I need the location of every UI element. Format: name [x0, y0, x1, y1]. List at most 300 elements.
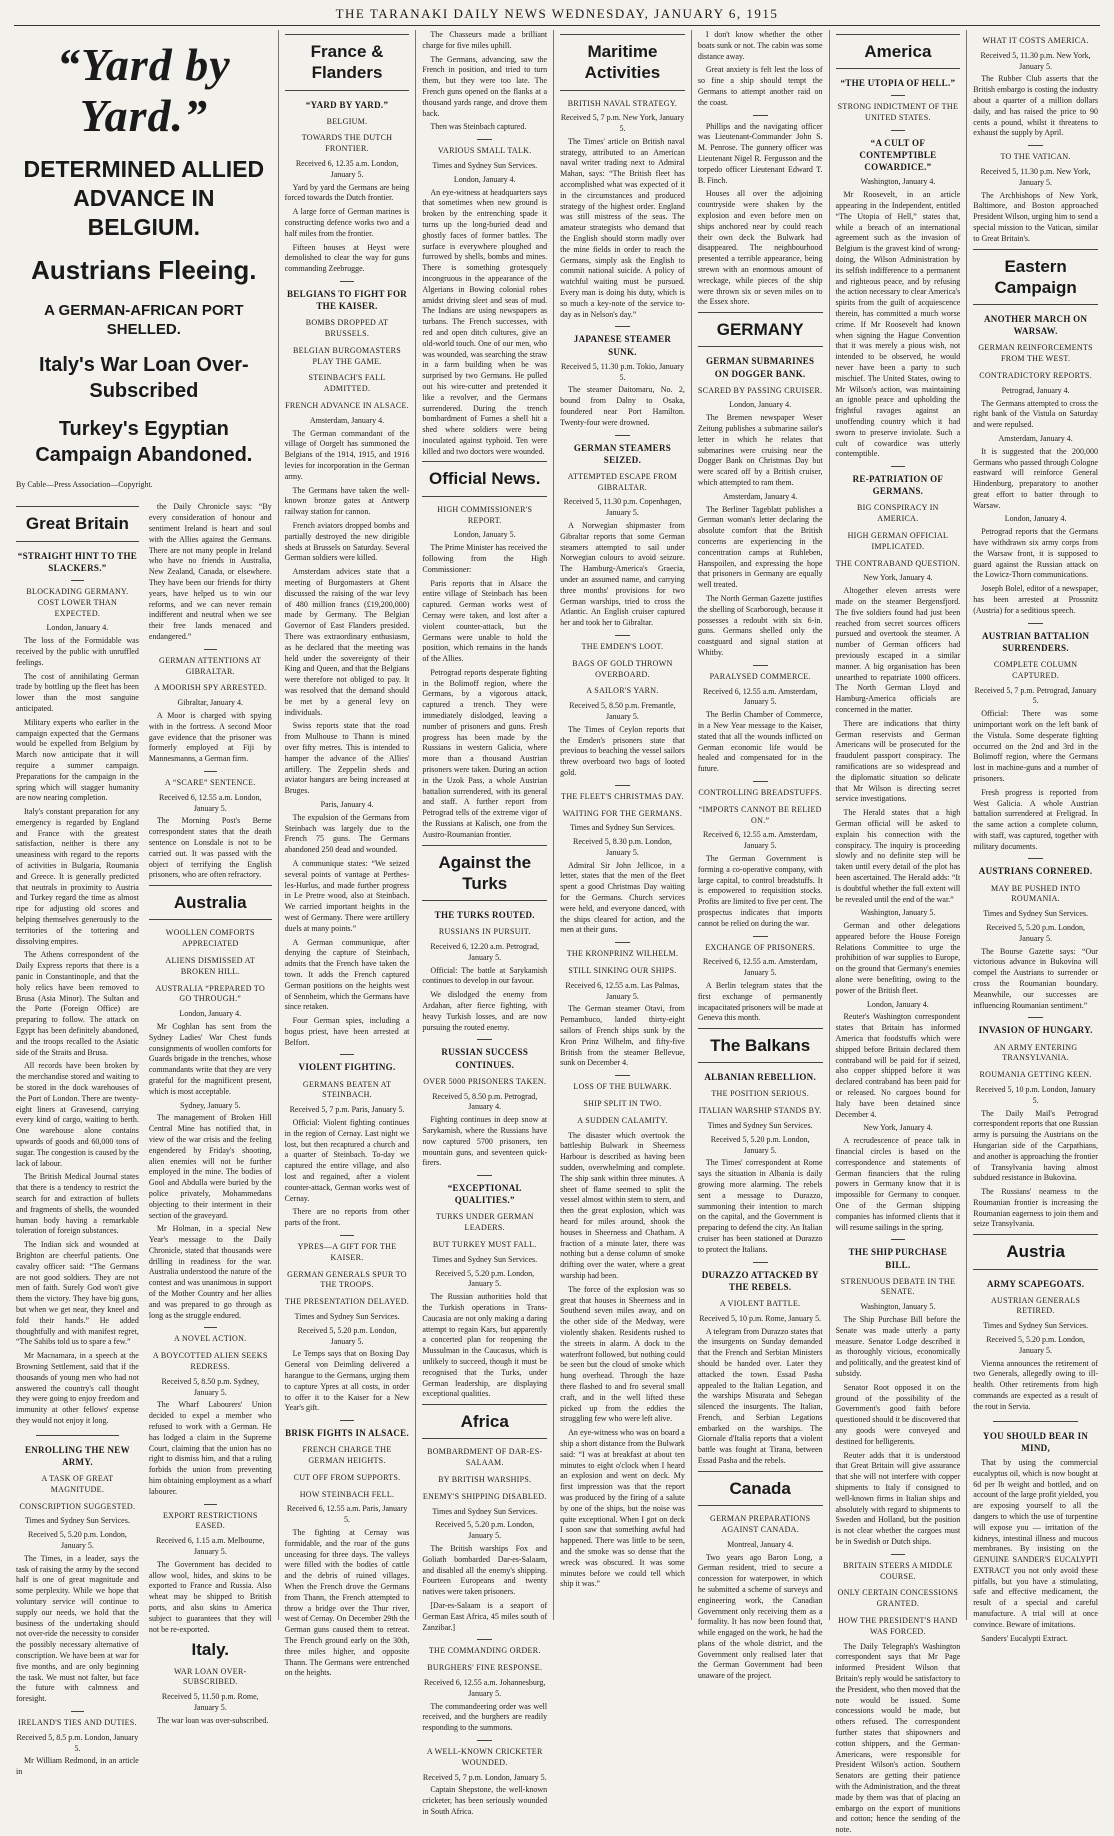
lead-column: [10, 30, 279, 1777]
article-subhead: BY BRITISH WARSHIPS.: [438, 1474, 532, 1484]
article-title: BRITISH NAVAL STRATEGY.: [567, 98, 678, 108]
paragraph: The Germans have taken the well-known bronze gates at Antwerp railway station for cannon.: [284, 485, 410, 517]
dateline: Received 6, 12.55 a.m. Amsterdam, January 5.: [702, 686, 818, 707]
paragraph: Official: The battle at Sarykamish continues to develop in our favour.: [422, 965, 548, 986]
dateline: Received 6, 12.55 a.m. London, January 5.: [159, 792, 262, 813]
divider: [1028, 145, 1043, 146]
article-title: THE FLEET'S CHRISTMAS DAY.: [561, 791, 684, 801]
paragraph: The German commandant of the village of Oorgelt has summoned the Belgians of the 1914, 1915, and 1916 levies for incorporation in the German army.: [284, 428, 410, 481]
article-title: GERMAN SUBMARINES ON DOGGER BANK.: [706, 356, 815, 379]
paragraph: Vienna announces the retirement of two Generals, allegedly owing to ill-health. Other retirements from high commands are expected as a result of the rout in Servia.: [973, 1358, 1098, 1411]
paragraph: The Berliner Tageblatt publishes a German woman's letter declaring the absolute comfort that the British concerns are experiencing in the concentration camps at Ruhleben, Hanspoilen, and expressing the hope that prisoners in Germany are equally well treated.: [697, 504, 823, 590]
credit-line: Times and Sydney Sun Services.: [983, 909, 1089, 919]
paragraph: The Chasseurs made a brilliant charge for five miles uphill.: [422, 30, 548, 50]
dateline: Received 5, 8.30 p.m. London, January 5.: [573, 837, 672, 857]
lead-headline-5: Turkey's Egyptian Campaign Abandoned.: [35, 417, 253, 466]
article-title: LOSS OF THE BULWARK.: [573, 1082, 672, 1092]
article-subhead: BAGS OF GOLD THROWN OVERBOARD.: [572, 658, 673, 679]
paragraph: Captain Shepstone, the well-known cricketer, has been seriously wounded in South Africa.: [422, 1785, 548, 1816]
divider: [36, 1435, 119, 1436]
article-title: WHAT IT COSTS AMERICA.: [982, 36, 1089, 45]
paragraph: The Times' correspondent at Rome says the situation in Albania is daily growing more alarming. The rebels sent a message to Durazzo, summoning their intention to march on the capital, and the Government is preparing to defend the city. An Italian cruiser has been stationed at Durazzo to protect the Italians.: [697, 1158, 823, 1254]
paragraph: The steamer Daitomaru, No. 2, bound from Dalny to Osaka, foundered near Port Hamilton. Twenty-four were drowned.: [560, 385, 685, 427]
divider: [71, 1711, 84, 1712]
dateline: Received 6, 12.55 a.m. Las Palmas, January 5.: [565, 980, 680, 1001]
article-subhead: THE POSITION SERIOUS.: [711, 1089, 809, 1099]
article-title: AUSTRIAN BATTALION SURRENDERS.: [981, 630, 1090, 653]
divider: [753, 665, 768, 666]
column-gibraltar-australia: [149, 502, 272, 1781]
advert-footer: Sanders' Eucalypti Extract.: [981, 1633, 1068, 1643]
paragraph: The Bourse Gazette says: “Our victorious advance in Bukovina will compel the Austrians to surrender or cross the Roumanian boundary. Meanwhile, our successes are influencing Roumanian sentiment.”: [973, 946, 1098, 1010]
paragraph: The Herald states that a high German official will be asked to explain his connection with the conspiracy. The inquiry is proceeding slowly and no definite step will be taken until every detail of the plot has been ascertained. The Herald adds: “It is doubtful whether the full extent will be revealed until the end of the war.”: [835, 808, 961, 904]
article-title: BELGIANS TO FIGHT FOR THE KAISER.: [286, 289, 408, 312]
divider: [891, 130, 906, 131]
article-title: A WELL-KNOWN CRICKETER WOUNDED.: [426, 1746, 543, 1767]
paragraph: the Daily Chronicle says: “By every consideration of honour and sentiment Ireland is heart and soul with the Allies against the Germans. There are not many people in Ireland who have no friends in Australia, New Zealand, Canada, or elsewhere. They have been our friends for thirty years, have helped us to win our reforms, and we can never remain indifferent and neutral when we see their free lands menaced and endangered.”: [148, 502, 272, 641]
article-title: BRITAIN STEERS A MIDDLE COURSE.: [843, 1560, 953, 1581]
article-title: “THE UTOPIA OF HELL.”: [840, 78, 956, 89]
paragraph: The disaster which overtook the battleship Bulwark in Sheerness Harbour is described as having been sudden, overwhelming and complete. The ship sank within three minutes. A sheet of flame seemed to split the vessel almost within stem to stern, and then the great explosion, which was heard for miles around, shook the houses in Sheerness and Chatham. A fraction of a minute later, there was nothing but a dense column of smoke drifting over the water, where a great warship had been.: [560, 1130, 685, 1280]
dateline: Received 5, 5.20 p.m. London, January 5.: [986, 923, 1086, 943]
paragraph: The Ship Purchase Bill before the Senate was made utterly a party measure. Senator Lodge described it as thoroughly vicious, economically and politically, and the greatest kind of subsidy.: [835, 1315, 961, 1379]
paragraph: The Berlin Chamber of Commerce, in a New Year message to the Kaiser, stated that all the wounds inflicted on German economic life would be healed and compensated for in the future.: [697, 710, 823, 774]
article-subhead: FRENCH CHARGE THE GERMAN HEIGHTS.: [302, 1445, 392, 1466]
lead-credit: By Cable—Press Association—Copyright.: [16, 479, 153, 489]
article-title: DURAZZO ATTACKED BY THE REBELS.: [701, 1269, 819, 1292]
dateline: Received 6, 12.55 a.m. Paris, January 5.: [286, 1504, 408, 1525]
dateline: Washington, January 5.: [860, 1302, 936, 1312]
dateline: Washington, January 4.: [860, 177, 936, 187]
section-heading-against-the-turks: Against the Turks: [422, 845, 547, 902]
paragraph: A communique states: “We seized several points of vantage at Perthes-les-Hurlus, and made further progress in Le Pretre wood, also at Steinbach. We carried important heights in the west of Germany. There were artillery duels at many points.”: [284, 858, 410, 933]
paragraph: A recrudescence of peace talk in financial circles is based on the correspondence and statements of German financiers that the ruling powers in Germany know that it is impossible for Germany to conquer. One of the German shipping companies has informed clients that it will resume sailings in the spring.: [835, 1136, 961, 1232]
article-subhead: GERMANS BEATEN AT STEINBACH.: [302, 1079, 392, 1100]
divider: [204, 1327, 217, 1328]
article-subhead: GERMAN REINFORCEMENTS FROM THE WEST.: [978, 343, 1093, 364]
paragraph: A Norwegian shipmaster from Gibraltar reports that some German steamers attempted to sail under Norwegian colours to avoid seizure. The Hamburg-America's Graecia, under an assumed name, and carrying three months' provisions for two German warships, tried to cross the Atlantic. An English cruiser captured her and took her to Gibraltar.: [560, 520, 685, 628]
divider: [753, 781, 768, 782]
article-title: YPRES—A GIFT FOR THE KAISER.: [297, 1241, 397, 1262]
divider: [71, 580, 84, 581]
article-subhead: THE PRESENTATION DELAYED.: [284, 1297, 410, 1307]
section-heading-official-news: Official News.: [422, 461, 547, 496]
paragraph: The management of Broken Hill Central Mine has notified that, in view of the war crisis and the feeling engendered by Friday's shooting, alien enemies will not be further employed in the mine. The bodies of Gool and Abdulla were buried by the police privately, Mohammedans objecting to their interment in their section of the graveyard.: [148, 1113, 272, 1220]
paragraph: There are indications that thirty German reservists and German Americans will be prosecuted for the fraudulent passport conspiracy. The ramifications are so widespread and the diplomatic situation so delicate that Mr Wilson is directing secret service investigations.: [835, 718, 961, 804]
section-heading-eastern-campaign: Eastern Campaign: [973, 249, 1098, 306]
divider: [204, 1504, 217, 1505]
article-title: THE COMMANDING ORDER.: [428, 1646, 541, 1656]
article-subhead: BUT TURKEY MUST FALL.: [432, 1239, 537, 1249]
paragraph: Phillips and the navigating officer was Lieutenant-Commander John S. M. Penrose. The gunnery officer was Lieutenant Nigel R. Fergusson and the torpedo officer Lieutenant Edward T. B. Finch.: [697, 121, 823, 185]
article-subhead: BOMBS DROPPED AT BRUSSELS.: [305, 318, 389, 339]
dateline: Received 5, 10 p.m. London, January 5.: [975, 1084, 1096, 1105]
dateline: Received 6, 12.20 a.m. Petrograd, January 5.: [430, 942, 540, 962]
dateline: London, January 4.: [729, 400, 792, 410]
dateline: Received 5, 7 p.m. New York, January 5.: [560, 113, 685, 134]
column-maritime-activities: [554, 30, 692, 1620]
dateline: Received 5, 8.50 p.m. Sydney, January 5.: [161, 1376, 259, 1397]
article-title: “EXCEPTIONAL QUALITIES.”: [447, 1183, 522, 1206]
dateline: London, January 4.: [453, 174, 516, 184]
article-title: A “SCARE” SENTENCE.: [164, 777, 256, 787]
article-title: THE TURKS ROUTED.: [434, 910, 535, 921]
article-subhead: TURKS UNDER GERMAN LEADERS.: [435, 1212, 534, 1233]
divider: [615, 1075, 630, 1076]
dateline: Amsterdam, January 4.: [998, 433, 1073, 443]
article-subhead: “IMPORTS CANNOT BE RELIED ON.”: [698, 804, 822, 825]
credit-line: Times and Sydney Sun Services.: [432, 160, 538, 170]
credit-line: Times and Sydney Sun Services.: [432, 1254, 538, 1264]
article-subhead: ENEMY'S SHIPPING DISABLED.: [422, 1491, 547, 1501]
paragraph: Fifteen houses at Heyst were demolished to clear the way for guns commanding Zeebrugge.: [284, 242, 410, 274]
dateline: Received 5, 5.20 p.m. London, January 5.: [27, 1530, 127, 1550]
article-title: GERMAN PREPARATIONS AGAINST CANADA.: [710, 1514, 811, 1534]
paragraph: The Times' article on British naval strategy, attributed to an American naval writer trading next to Admiral Mahan, says: “The British fleet has accomplished what was expected of it in the circumstances and produced strategy of the highest order. England was still mistress of the seas. The amateur strategists who demand that the English should storm madly over the mine fields in order to reach the Germans, simply ask the English to commit national suicide. A policy of watchful waiting must be pursued. Every man is doing his duty, which is so much a key-note of the service to-day as in Nelson's day.”: [560, 136, 685, 319]
paragraph: Petrograd reports desperate fighting in the Bolimoff region, where the Germans, by a vigorous attack, captured a trench. They were immediately dislodged, leaving a number of prisoners and guns. Fresh progress has been made by the Russians in western Galicia, where more than a thousand Austrian prisoners were taken. During an action in the Uzok Pass, a whole Austrian battalion surrendered, with its general and staff. A further report from Petrograd tells of the extreme vigor of the Russians at Kalisch, one from the Austro-Roumanian frontier.: [422, 667, 548, 839]
divider: [891, 1554, 906, 1555]
paragraph: The Prime Minister has received the following from the High Commissioner:: [422, 543, 548, 574]
dateline: New York, January 4.: [863, 1123, 933, 1133]
paragraph: The British warships Fox and Goliath bombarded Dar-es-Salaam, and disabled all the enemy's shipping. Fourteen Europeans and twenty natives were taken prisoners.: [422, 1543, 548, 1597]
article-subhead: BELGIUM.: [326, 116, 368, 126]
article-subhead: WAITING FOR THE GERMANS.: [562, 808, 683, 818]
divider: [340, 1420, 355, 1421]
paragraph: The Germans attempted to cross the right bank of the Vistula on Saturday and were repulsed.: [973, 398, 1098, 430]
article-title: GERMAN STEAMERS SEIZED.: [573, 442, 672, 465]
article-title: THE KRONPRINZ WILHELM.: [566, 949, 679, 959]
article-subhead: AUSTRALIA “PREPARED TO GO THROUGH.”: [155, 983, 266, 1004]
article-subhead: STRONG INDICTMENT OF THE UNITED STATES.: [837, 102, 959, 123]
column-germany-balkans-canada: [692, 30, 830, 1681]
section-heading-balkans: The Balkans: [698, 1028, 823, 1063]
article-subhead: CUT OFF FROM SUPPORTS.: [293, 1472, 401, 1482]
credit-line: Times and Sydney Sun Services.: [570, 823, 675, 833]
article-subhead: A BOYCOTTED ALIEN SEEKS REDRESS.: [152, 1351, 268, 1372]
credit-line: Times and Sydney Sun Services.: [432, 1506, 538, 1516]
dateline: Washington, January 5.: [860, 908, 936, 918]
lead-headline-1: DETERMINED ALLIED ADVANCE IN BELGIUM.: [23, 156, 265, 240]
divider: [477, 1175, 492, 1176]
paragraph: The cost of annihilating German trade by bottling up the fleet has been lower than the most sanguine anticipated.: [16, 671, 139, 713]
dateline: Received 5, 11.30 p.m. Copenhagen, January 5.: [563, 497, 682, 518]
article-subhead: COMPLETE COLUMN CAPTURED.: [993, 659, 1078, 680]
paragraph: Senator Root opposed it on the ground of the possibility of the Government's good faith before questioned should it be discovered that any goods were conveyed and destined for belligerents.: [835, 1382, 961, 1446]
masthead: THE TARANAKI DAILY NEWS WEDNESDAY, JANUARY 6, 1915: [14, 6, 1100, 26]
paragraph: The Germans, advancing, saw the French in position, and tried to turn them, but they were too late. The French guns opened on the flanks at a thousand yards range, and drove them back.: [422, 54, 548, 118]
dateline: Received 6, 12.55 a.m. Johannesburg, January 5.: [424, 1677, 546, 1698]
paragraph: Four German spies, including a bogus priest, have been arrested at Belfort.: [284, 1016, 410, 1047]
section-heading-germany: GERMANY: [698, 312, 823, 347]
divider: [204, 649, 217, 650]
paragraph: The Daily Telegraph's Washington correspondent says that Mr Page informed President Wilson that Britain's reply would be satisfactory to the President, who then moved that the note would be issued. Some concessions would be made, but others refused. The correspondent further states that shipowners and cotton shippers, and the German-Americans, were responsible for President Wilson's action. Southern Senators are getting their patience with the Administration, and the threat made by them was that of placing an embargo on the export of munitions and cotton; hence the sending of the note.: [835, 1641, 961, 1835]
article-subhead: STEINBACH'S FALL ADMITTED.: [308, 373, 386, 394]
article-subhead: SCARED BY PASSING CRUISER.: [697, 385, 823, 395]
paragraph: All records have been broken by the merchandise stored and waiting to be stored in the dock warehouses of the Port of London. There are twenty-eight liners at Gravesend, carrying every kind of cargo, waiting to berth. One warehouse alone contains upwards of goods and 60,000 tons of sugar. The congestion is caused by the lack of labour.: [16, 1061, 139, 1168]
paragraph: Swiss reports state that the road from Mulhouse to Thann is mined over fifty metres. This is intended to hamper the advance of the Allies' artillery. The Zeppelin sheds and aviator hangars are being increased at Bruges.: [284, 721, 410, 796]
divider: [204, 771, 217, 772]
paragraph: We dislodged the enemy from Ardahan, after fierce fighting, with heavy Turkish losses, and are now pursuing the routed enemy.: [422, 990, 548, 1032]
dateline: Received 5, 8.50 p.m. Fremantle, January 5.: [569, 701, 676, 721]
dateline: Petrograd, January 4.: [1001, 385, 1070, 395]
paragraph: Then was Steinbach captured.: [430, 122, 527, 132]
section-heading-italy: Italy.: [191, 1640, 229, 1660]
divider: [477, 1740, 492, 1741]
section-heading-america: America: [836, 34, 961, 69]
column-eastern-campaign: [967, 30, 1104, 1643]
paragraph: The Times, in a leader, says the task of raising the army by the second half is one of great magnitude and some perplexity. While we hope that voluntary service will continue to supply our needs, we hold that the business of the undertaking should not over-ride the necessity to consider the possibly necessary alternative of conscription. We have been at war for five months, and are only beginning the task. We must not falter, but face the future with calmness and foresight.: [16, 1553, 139, 1704]
divider: [993, 1421, 1078, 1422]
article-subhead: CONTRADICTORY REPORTS.: [979, 370, 1093, 380]
dateline: Received 5, 5.20 p.m. London, January 5.: [435, 1268, 535, 1289]
lead-subcolumns: [16, 502, 272, 1781]
article-title: CONTROLLING BREADSTUFFS.: [698, 787, 823, 797]
article-subhead: A VIOLENT BATTLE.: [719, 1298, 801, 1308]
article-title: THE SHIP PURCHASE BILL.: [848, 1247, 948, 1270]
dateline: Montreal, January 4.: [727, 1539, 794, 1549]
article-subhead: A SUDDEN CALAMITY.: [577, 1115, 668, 1125]
paragraph: Mr Roosevelt, in an article appearing in the Independent, entitled “The Utopia of Hell,” states that, while a breach of an international agreement such as the invasion of Belgium is the gravest kind of wrong-doing, the Wilson Administration by its selfish indifference to a permanent and righteous peace, and by refusing the action necessary to clear America's spirits from the guilt of acquiescence therein, has committed a much worse crime. If Mr Roosevelt had known when signing the Hague Convention that it was merely a pious wish, not intended to be observed, he would never have been a party to such mischief. The United States, owing to Mr Wilson's action, was maintaining an ignoble peace and upholding the frightful ravages against an unoffending country which it had sworn to preserve inviolate. Such a cult of cowardice was utterly contemptible.: [835, 190, 961, 459]
paragraph: Yard by yard the Germans are being forced towards the Dutch frontier.: [284, 182, 410, 203]
paragraph: Amsterdam advices state that a meeting of Burgomasters at Ghent discussed the raising of the war levy of 480 million francs (£19,200,000) made by Germany. The Belgian Governor of East Flanders presided. There was extraordinary enthusiasm, as he declared that the meeting was held under the sovereignty of their King and Queen, and that the Belgians were therefore not obliged to pay. It was resolved that the demand should be met by a general levy on individuals.: [284, 567, 410, 717]
paragraph: Two years ago Baron Long, a German resident, tried to secure a concession for waterpower, in which he submitted a scheme of surveys and engineering work, the Canadian Government only receiving them as a formality. It has now been found that, while engaged on the work, he had the plans of the whole district, and the Government only realised later that the German Government had been unaware of the project.: [697, 1552, 823, 1681]
dateline: Received 6, 12.35 a.m. London, January 5.: [295, 159, 399, 179]
paragraph: A telegram from Durazzo states that the insurgents on Sunday demanded that the French and Serbian Ministers should be handed over. Later they attacked the town. Essad Pasha appealed to the Italian Legation, and the warships Misurata and Sebegan silenced the insurgents. The Italian, French, and Serbian Legations embarked on the warships. The Giornale d'Italia reports that a violent battle was fought at Tirana, between Essad Pasha and the rebels.: [697, 1326, 823, 1466]
article-title: BRISK FIGHTS IN ALSACE.: [285, 1428, 409, 1439]
article-subhead: MAY BE PUSHED INTO ROUMANIA.: [990, 883, 1081, 904]
paragraph: The Rubber Club asserts that the British embargo is costing the industry about a quarter of a million dollars daily, and has raised the price to 90 cents a pound, whilst it threatens to exhaust the supply by April.: [973, 74, 1098, 138]
article-subhead: ONLY CERTAIN CONCESSIONS GRANTED.: [837, 1588, 959, 1609]
divider: [477, 139, 492, 140]
divider: [1028, 623, 1043, 624]
article-subhead: GERMAN GENERALS SPUR TO THE TROOPS.: [287, 1269, 407, 1290]
article-title: “STRAIGHT HINT TO THE SLACKERS.”: [17, 550, 138, 573]
paragraph: A German communique, after denying the capture of Steinbach, admits that the French have taken the town. It adds the French captured German positions on the heights west of Sennheim, which the Germans have since retaken.: [284, 937, 410, 1012]
article-subhead: HOW THE PRESIDENT'S HAND WAS FORCED.: [838, 1616, 958, 1636]
paragraph: The expulsion of the Germans from Steinbach was largely due to the French 75 guns. The Germans abandoned 250 dead and wounded.: [284, 812, 410, 855]
dateline: Received 5, 11.30 p.m. New York, January 5.: [980, 166, 1091, 187]
dateline: Received 5, 11.50 p.m. Rome, January 5.: [161, 1692, 259, 1713]
article-subhead: ITALIAN WARSHIP STANDS BY.: [698, 1106, 822, 1116]
credit-line: Times and Sydney Sun Services.: [983, 1321, 1089, 1331]
advert-paragraph: That by using the commercial eucalyptus oil, which is now bought at 6d per lb weight and bottled, and on account of the large profit yielded, you are exposing yourself to all the dangers to which the use of turpentine will expose you — irritation of the kidneys, intestinal illness and mucous membranes. By insisting on the GENUINE SANDER'S EUCALYPTI EXTRACT you not only avoid these pitfalls, but you have a stimulating, safe and effective medicament, the result of a special and careful manufacture. A trial will at once convince. Beware of imitations.: [973, 1457, 1098, 1629]
article-subhead: SHIP SPLIT IN TWO.: [583, 1099, 662, 1109]
paragraph: A Berlin telegram states that the first exchange of permanently incapacitated prisoners will be made at Geneva this month.: [697, 980, 823, 1023]
paragraph: The Indian sick and wounded at Brighton are cheerful patients. One cavalry officer said: “The Germans are not good soldiers. They are not men of faith. Surely God won't give them the victory. They have big guns, but when we get near, they kneel and fold their hands.” He added thoughtfully and with manifest regret, “The Sahibs told us to spare a few.”: [16, 1240, 139, 1347]
dateline: Received 5, 10 p.m. Rome, January 5.: [699, 1313, 822, 1323]
paragraph: Official: Violent fighting continues in the region of Cernay. Last night we lost, but then recaptured a church and a quarter of Steinbach. To-day we captured the entire village, and also lost and regained, after a violent counter-attack, German works west of Cernay.: [284, 1118, 410, 1203]
article-title: ANOTHER MARCH ON WARSAW.: [983, 314, 1088, 337]
divider: [753, 115, 768, 116]
article-subhead: BURGHERS' FINE RESPONSE.: [427, 1663, 543, 1673]
paragraph: A Moor is charged with spying with in the fortress. A second Moor gave evidence that the prisoner was formerly employed at Fiji by Mannesmanns, a German firm.: [148, 710, 272, 764]
paragraph: The Morning Post's Berne correspondent states that the death sentence on Lonsdale is not to be carried out. It was passed with the object of terrifying the English prisoners, who are often refractory.: [148, 816, 272, 880]
paragraph: Houses all over the adjoining countryside were shaken by the explosion and even before men on ships anchored near by could reach their own deck the Bulwark had disappeared. The neighbourhood presented a terrible appearance, being strewn with an enormous amount of wreckage, while pieces of the ship were thrown six or seven miles on to the Essex shore.: [697, 189, 823, 307]
section-heading-maritime: Maritime Activities: [560, 34, 685, 91]
paragraph: The Bremen newspaper Weser Zeitung publishes a submarine sailor's letter in which he relates that submarines were cruising near the Dogger Bank on Christmas Day but were scared off by a British cruiser, which attempted to ram them.: [697, 413, 823, 488]
dateline: Received 5, 8.5 p.m. London, January 5.: [16, 1732, 139, 1753]
advert-title: YOU SHOULD BEAR IN MIND,: [983, 1430, 1089, 1453]
article-title: EXCHANGE OF PRISONERS.: [705, 942, 816, 952]
article-subhead: CONSCRIPTION SUGGESTED.: [19, 1501, 136, 1511]
paragraph: [Dar-es-Salaam is a seaport of German East Africa, 45 miles south of Zanzibar.]: [422, 1600, 548, 1632]
paragraph: Mr William Redmond, in an article in: [16, 1756, 139, 1777]
divider: [1028, 858, 1043, 859]
dateline: Amsterdam, January 4.: [309, 415, 385, 425]
article-title: PARALYSED COMMERCE.: [709, 671, 811, 681]
divider: [753, 936, 768, 937]
column-america: [830, 30, 968, 1835]
article-subhead: AUSTRIAN GENERALS RETIRED.: [990, 1295, 1081, 1316]
paragraph: The German Government is forming a co-operative company, with large capital, to control breadstuffs. It is empowered to requisition stocks. Profits are limited to five per cent. The prospectus indicates that imports cannot be relied on during the war.: [697, 853, 823, 928]
article-title: INVASION OF HUNGARY.: [978, 1025, 1093, 1036]
dateline: Received 5, 7 p.m. London, January 5.: [422, 1772, 547, 1782]
paragraph: Military experts who earlier in the campaign expected that the Germans would be expelled from Belgium by March now anticipate that it will require a summer campaign. Preparations for the campaign in the spring which will stagger humanity are now nearing completion.: [16, 717, 139, 803]
dateline: Received 5, 8.50 p.m. Petrograd, January 4.: [432, 1091, 538, 1112]
dateline: Received 6, 1.15 a.m. Melbourne, January 5.: [155, 1536, 265, 1557]
paragraph: The force of the explosion was so great that houses in Sheerness and in Southend seven miles away, and on the other side of the Medway, were violently shaken. Residents rushed to the streets in alarm. A dock to the waterfront followed, but nothing could be seen but the cloud of smoke which hung overhead. Through the haze there flashed to and fro several small craft, and in the well lifted these picked up from the eddies the struggling few who were left alive.: [560, 1284, 685, 1424]
article-title: WOOLLEN COMFORTS APPRECIATED: [165, 928, 255, 949]
paragraph: The Russians' nearness to the Roumanian frontier is increasing the Roumanian eagerness to join them and seize Transylvania.: [973, 1187, 1098, 1229]
paragraph: The Daily Mail's Petrograd correspondent reports that one Russian army is pursuing the Austrians on the Hungarian side of the Carpathians, and another is approaching the frontier of Transylvania having almost subdued resistance in Bukovina.: [973, 1108, 1098, 1183]
dateline: Sydney, January 5.: [180, 1100, 241, 1110]
section-heading-canada: Canada: [698, 1471, 823, 1506]
article-title: RE-PATRIATION OF GERMANS.: [852, 474, 944, 497]
paragraph: A large force of German marines is constructing defence works two and a half miles from the frontier.: [284, 207, 410, 238]
column-great-britain: [16, 502, 139, 1781]
dateline: New York, January 4.: [863, 573, 933, 583]
article-title: AUSTRIANS CORNERED.: [978, 866, 1093, 877]
article-title: EXPORT RESTRICTIONS EASED.: [162, 1510, 258, 1531]
divider: [477, 1039, 492, 1040]
column-official-turks-africa: [416, 30, 554, 1816]
dateline: Amsterdam, January 4.: [723, 491, 798, 501]
dateline: Gibraltar, January 4.: [177, 698, 243, 708]
section-heading-great-britain: Great Britain: [16, 506, 139, 541]
article-subhead: OVER 5000 PRISONERS TAKEN.: [423, 1076, 547, 1086]
article-subhead: A SAILOR'S YARN.: [586, 686, 659, 696]
divider: [615, 435, 630, 436]
article-title: ALBANIAN REBELLION.: [704, 1072, 817, 1083]
paragraph: The loss of the Formidable was received by the public with unruffled feelings.: [16, 636, 139, 667]
divider: [615, 785, 630, 786]
divider: [891, 95, 906, 96]
paragraph: Reuter's Washington correspondent states that Britain has informed America that foodstuffs which were shipped before Britain declared them contraband will be paid for if seized, also copper shipped before it was declared contraband has been paid for or released. No cargoes bound for Italy have been detained since December 4.: [835, 1012, 961, 1119]
section-heading-africa: Africa: [422, 1404, 547, 1439]
dateline: Received 6, 12.55 a.m. Amsterdam, January 5.: [702, 957, 818, 978]
article-subhead: RUSSIANS IN PURSUIT.: [438, 927, 531, 937]
paragraph: The Wharf Labourers' Union decided to expel a member who refused to work with a German. He has lodged a claim in the Supreme Court, claiming that the union has no right to dismiss him, and that a ruling forbids the union from preventing him obtaining employment as a wharf labourer.: [148, 1400, 272, 1496]
dateline: Paris, January 4.: [320, 799, 374, 809]
paragraph: Petrograd reports that the Germans have withdrawn six army corps from the Warsaw front, it is supposed to guard against the Russian attack on the Lowicz-Thorn communications.: [973, 527, 1098, 580]
article-title: RUSSIAN SUCCESS CONTINUES.: [441, 1047, 529, 1070]
divider: [340, 1054, 355, 1055]
paragraph: Mr Coghlan has sent from the Sydney Ladies' War Chest funds consignments of woollen comforts for Guards brigade in the trenches, whose commandants write that they are very grateful for the magnificent present, which is most acceptable.: [148, 1021, 272, 1096]
article-subhead: TOWARDS THE DUTCH FRONTIER.: [301, 133, 393, 154]
dateline: Received 5, 7 p.m. Petrograd, January 5.: [974, 685, 1097, 706]
article-title: WAR LOAN OVER-SUBSCRIBED.: [173, 1666, 247, 1687]
divider: [477, 1639, 492, 1640]
paragraph: Joseph Bolel, editor of a newspaper, has been arrested at Prossnitz (Austria) for a seditious speech.: [973, 584, 1098, 615]
lead-headline-3: A GERMAN-AFRICAN PORT SHELLED.: [44, 301, 244, 339]
paragraph: I don't know whether the other boats sunk or not. The cabin was some distance away.: [697, 30, 823, 61]
section-heading-australia: Australia: [149, 885, 272, 920]
divider: [615, 942, 630, 943]
article-subhead: THE CONTRABAND QUESTION.: [835, 558, 961, 568]
section-heading-france-flanders: France & Flanders: [285, 34, 410, 91]
article-title: TO THE VATICAN.: [1000, 152, 1071, 162]
divider: [891, 466, 906, 467]
paragraph: Mr Holman, in a special New Year's message to the Daily Chronicle, stated that thousands were drilling in readiness for the war. Australia understood the nature of the contest and was unanimous in support of the Mother Country and her allies and was prepared to go through as long as the struggle endured.: [148, 1224, 272, 1320]
article-subhead: ATTEMPTED ESCAPE FROM GIBRALTAR.: [567, 471, 678, 492]
dateline: Received 5, 5.20 p.m. London, January 5.: [986, 1335, 1086, 1355]
dateline: Received 5, 11.30 p.m. Tokio, January 5.: [560, 361, 684, 382]
paragraph: Official: There was some unimportant work on the left bank of the Vistula. Some desperate fighting occurred on the 2nd and 3rd in the Bolimoff region, where the Germans lost in machine-guns and a number of prisoners.: [973, 709, 1098, 783]
credit-line: Times and Sydney Sun Services.: [294, 1311, 400, 1321]
article-subhead: A MOORISH SPY ARRESTED.: [154, 683, 267, 693]
article-subhead: A TASK OF GREAT MAGNITUDE.: [41, 1474, 114, 1494]
article-subhead: ROUMANIA GETTING KEEN.: [979, 1070, 1092, 1080]
article-subhead: STRENUOUS DEBATE IN THE SENATE.: [840, 1276, 956, 1297]
dateline: Received 5, 5.20 p.m. London, January 5.: [710, 1134, 810, 1155]
article-title: “A CULT OF CONTEMPTIBLE COWARDICE.”: [859, 137, 937, 173]
paragraph: An eye-witness who was on board a ship a short distance from the Bulwark said: “I was at breakfast at about ten minutes to eight o'clock when I heard an explosion and went on deck. My first impression was that the report was produced by the firing of a salute by one of the ships, but the noise was quite exceptional. When I got on deck I soon saw that something awful had happened. There was little to be seen, and the smoke was so dense that the wreck was obscured. It was some minutes before we could tell which ship it was.”: [560, 1428, 685, 1589]
article-title: VIOLENT FIGHTING.: [298, 1062, 396, 1073]
paragraph: Fresh progress is reported from West Galicia. A whole Austrian battalion surrendered at Freligrad. In the same action a complete column, with staff, was captured, together with military documents.: [973, 787, 1098, 851]
credit-line: Times and Sydney Sun Services.: [707, 1121, 813, 1131]
lead-headline-2: Austrians Fleeing.: [31, 255, 257, 286]
paragraph: Le Temps says that on Boxing Day General von Deimling delivered a harangue to the Germans, urging them to capture Ypres at all costs, in order to offer it to the Kaiser for a New Year's gift.: [284, 1349, 410, 1413]
paragraph: There are no reports from other parts of the front.: [284, 1207, 410, 1228]
divider: [753, 1262, 768, 1263]
article-title: A NOVEL ACTION.: [174, 1334, 247, 1344]
article-subhead: BIG CONSPIRACY IN AMERICA.: [857, 503, 939, 524]
paragraph: Altogether eleven arrests were made on the steamer Bergensfjord. The five soldiers found had just been reached from secret sources officers pursued and overtook the steamer. A number of German officers had previously escaped in a similar manner. A big organisation has been unearthed to repatriate 1000 officers. The North German Lloyd and Hamburg-America officials are concerned in the matter.: [835, 586, 961, 714]
paragraph: The Times of Ceylon reports that the Emden's prisoners state that previous to beaching the vessel sailors threw overboard two bags of looted gold.: [560, 724, 685, 777]
paragraph: French aviators dropped bombs and partially destroyed the new dirigible sheds at Brussels on Saturday. Several German soldiers were killed.: [284, 521, 410, 563]
paragraph: Great anxiety is felt lest the loss of so fine a ship should tempt the Germans to attempt another raid on the coast.: [697, 65, 823, 107]
paragraph: The war loan was over-subscribed.: [156, 1715, 269, 1725]
divider: [891, 1239, 906, 1240]
article-subhead: BLOCKADING GERMANY. COST LOWER THAN EXPECTED.: [26, 586, 129, 618]
paragraph: The Archbishops of New York, Baltimore, and Boston approached President Wilson, urging him to send a special mission to the Vatican, similar to Great Britain's.: [973, 190, 1098, 243]
dateline: Received 5, 11.30 p.m. New York, January 5.: [980, 50, 1091, 71]
dateline: London, January 4.: [179, 1009, 242, 1019]
article-title: THE EMDEN'S LOOT.: [581, 641, 664, 651]
lead-main-title: “Yard by Yard.”: [56, 39, 231, 141]
dateline: London, January 5.: [453, 530, 516, 540]
article-title: HIGH COMMISSIONER'S REPORT.: [437, 504, 533, 525]
section-heading-austria: Austria: [973, 1234, 1098, 1269]
article-title: BOMBARDMENT OF DAR-ES-SALAAM.: [427, 1447, 543, 1468]
divider: [340, 1235, 355, 1236]
dateline: Received 5, 5.20 p.m. London, January 5.: [297, 1325, 397, 1346]
credit-line: Times and Sydney Sun Services.: [25, 1516, 130, 1526]
divider: [615, 326, 630, 327]
paragraph: The Athens correspondent of the Daily Express reports that there is a panic in Constantinople, and that the holy relics have been removed to Brusa (Asia Minor). The Sultan and the Porte (Foreign Office) are preparing to follow. The attack on Egypt has been definitely abandoned, and the troops recalled to the Asiatic side of the Straits and Brusa.: [16, 950, 139, 1057]
article-title: IRELAND'S TIES AND DUTIES.: [17, 1717, 137, 1727]
article-subhead: FRENCH ADVANCE IN ALSACE.: [285, 401, 409, 411]
paragraph: Fighting continues in deep snow at Sarykamish, where the Russians have now captured 5700 prisoners, ten mountain guns, and seventeen quick-firers.: [422, 1115, 548, 1168]
article-title: JAPANESE STEAMER SUNK.: [573, 334, 672, 357]
dateline: London, January 4.: [1004, 514, 1067, 524]
article-title: ENROLLING THE NEW ARMY.: [24, 1444, 130, 1467]
paragraph: Paris reports that in Alsace the entire village of Steinbach has been captured. German works west of Cernay were taken, and lost after a violent counter-attack, but the Germans were unable to hold the position, which remains in the hands of the Allies.: [422, 578, 548, 664]
divider: [615, 635, 630, 636]
article-subhead: HOW STEINBACH FELL.: [299, 1489, 395, 1499]
dateline: Received 5, 7 p.m. Paris, January 5.: [289, 1105, 405, 1115]
column-grid: [10, 30, 1104, 1835]
